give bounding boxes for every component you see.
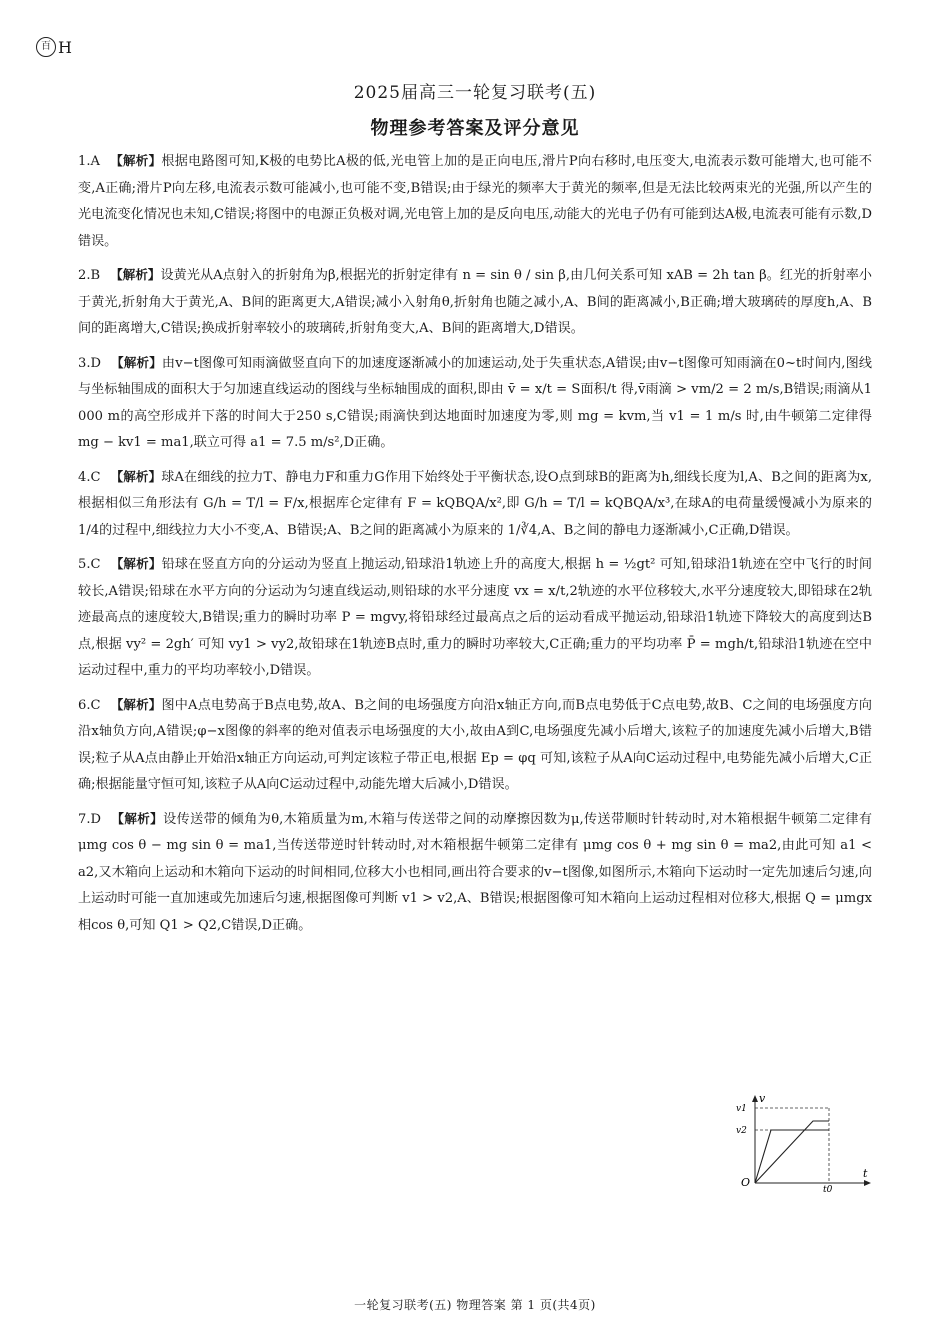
answer-number: 2.B — [78, 268, 101, 283]
document-subtitle: 物理参考答案及评分意见 — [370, 118, 580, 139]
graph-y-arrow — [752, 1095, 758, 1102]
logo-glyph: 百 — [36, 37, 56, 57]
answer-text: 由v−t图像可知雨滴做竖直向下的加速度逐渐减小的加速运动,处于失重状态,A错误;由v−t图像可知雨滴在0~t时间内,图线与坐标轴围成的面积大于匀加速直线运动的图线与坐标轴围成的面积,即由 v̄ = x/t = S面积/t 得,v̄雨滴 > vm/2 = 2 m/s,B错误;雨滴从1 000 m的高空形成并下落的时间大于250 s,C错误;雨滴快到达地面时加速度为零,则 mg = kvm,当 v1 = 1 m/s 时,由牛顿第二定律得 mg − kv1 = ma1,联立可得 a1 = 7.5 m/s²,D正确。 — [78, 355, 872, 450]
analysis-tag: 【解析】 — [110, 468, 162, 484]
v2-label: v2 — [736, 1126, 747, 1136]
answer-number: 1.A — [78, 154, 100, 169]
analysis-tag: 【解析】 — [111, 354, 162, 370]
answer-text: 铅球在竖直方向的分运动为竖直上抛运动,铅球沿1轨迹上升的高度大,根据 h = ½gt² 可知,铅球沿1轨迹在空中飞行的时间较长,A错误;铅球在水平方向的分运动为匀速直线运动,则铅球的水平分速度 vx = x/t,2轨迹的水平位移较大,水平分速度较大,即铅球在2轨迹最高点的速度较大,B错误;重力的瞬时功率 P = mgvy,将铅球经过最高点之后的运动看成平抛运动,铅球沿1轨迹下降较大的高度到达B点,根据 vy² = 2gh′ 可知 vy1 > vy2,故铅球在1轨迹B点时,重力的瞬时功率较大,C正确;重力的平均功率 P̄ = mgh/t,铅球沿1轨迹在空中运动过程中,重力的平均功率较小,D错误。 — [78, 557, 872, 678]
answer-item-6 — [78, 692, 872, 799]
answer-number: 5.C — [78, 557, 101, 572]
answer-text: 根据电路图可知,K极的电势比A极的低,光电管上加的是正向电压,滑片P向右移时,电压变大,电流表示数可能增大,也可能不变,A正确;滑片P向左移,电流表示数可能减小,也可能不变,B错误;由于绿光的频率大于黄光的频率,但是无法比较两束光的光强,所以产生的光电流变化情况也未知,C错误;将图中的电源正负极对调,光电管上加的是反向电压,动能大的光电子仍有可能到达A极,电流表可能有示数,D错误。 — [78, 154, 872, 249]
answer-item-4 — [78, 464, 872, 545]
answer-text: 图中A点电势高于B点电势,故A、B之间的电场强度方向沿x轴正方向,而B点电势低于C点电势,故B、C之间的电场强度方向沿x轴负方向,A错误;φ−x图像的斜率的绝对值表示电场强度的大小,故由A到C,电场强度先减小后增大,该粒子的加速度先减小后增大,B错误;粒子从A点由静止开始沿x轴正方向运动,可判定该粒子带正电,根据 Ep = φq 可知,该粒子从A向C运动过程中,电势能先减小后增大,C正确;根据能量守恒可知,该粒子从A向C运动过程中,动能先增大后减小,D错误。 — [78, 697, 872, 792]
curve-down — [755, 1130, 829, 1183]
answer-text: 设传送带的倾角为θ,木箱质量为m,木箱与传送带之间的动摩擦因数为μ,传送带顺时针转动时,对木箱根据牛顿第二定律有 μmg cos θ − mg sin θ = ma1,当传送带逆时针转动时,对木箱根据牛顿第二定律有 μmg cos θ + mg sin θ = ma2,由此可知 a1 < a2,又木箱向上运动和木箱向下运动的时间相同,位移大小也相同,画出符合要求的v−t图像,如图所示,木箱向下运动时一定先加速后匀速,向上运动时可能一直加速或先加速后匀速,根据图像可判断 v1 > v2,A、B错误;根据图像可知木箱向上运动过程相对位移大,根据 Q = μmgx相cos θ,可知 Q1 > Q2,C错误,D正确。 — [78, 811, 872, 933]
answer-list — [78, 148, 872, 946]
analysis-tag: 【解析】 — [111, 810, 164, 826]
answer-item-7 — [78, 806, 872, 940]
analysis-tag: 【解析】 — [110, 556, 162, 571]
answer-number: 7.D — [78, 811, 101, 827]
exam-title: 2025届高三一轮复习联考(五) — [353, 83, 597, 103]
page-footer: 一轮复习联考(五) 物理答案 第 1 页(共4页) — [354, 1298, 596, 1312]
answer-number: 6.C — [78, 697, 101, 713]
axis-y-label: v — [759, 1093, 766, 1105]
answer-text: 球A在细线的拉力T、静电力F和重力G作用下始终处于平衡状态,设O点到球B的距离为h,细线长度为l,A、B之间的距离为x,根据相似三角形法有 G/h = T/l = F/x,根据库仑定律有 F = kQBQA/x²,即 G/h = T/l = kQBQA/x³,在球A的电荷量缓慢减小为原来的1/4的过程中,细线拉力大小不变,A、B错误;A、B之间的距离减小为原来的 1/∛4,A、B之间的静电力逐渐减小,C正确,D错误。 — [78, 469, 872, 538]
answer-item-2 — [78, 262, 872, 343]
vt-graph — [733, 1093, 873, 1193]
answer-number: 3.D — [78, 355, 101, 371]
logo-letter: H — [58, 37, 72, 57]
answer-item-3 — [78, 350, 872, 457]
graph-x-arrow — [864, 1180, 871, 1186]
answer-text: 设黄光从A点射入的折射角为β,根据光的折射定律有 n = sin θ / sin β,由几何关系可知 xAB = 2h tan β。红光的折射率小于黄光,折射角大于黄光,A、B间的距离更大,A错误;减小入射角θ,折射角也随之减小,A、B间的距离减小,B正确;增大玻璃砖的厚度h,A、B间的距离增大,C错误;换成折射率较小的玻璃砖,折射角变大,A、B间的距离增大,D错误。 — [78, 268, 872, 336]
origin-label: O — [741, 1176, 751, 1189]
analysis-tag: 【解析】 — [109, 153, 162, 168]
axis-x-label: t — [863, 1167, 868, 1180]
answer-item-1 — [78, 148, 872, 255]
analysis-tag: 【解析】 — [110, 696, 162, 712]
v1-label: v1 — [736, 1104, 747, 1114]
answer-number: 4.C — [78, 469, 101, 485]
analysis-tag: 【解析】 — [110, 267, 161, 282]
t0-label: t0 — [823, 1185, 833, 1193]
answer-item-5 — [78, 551, 872, 685]
publisher-logo — [36, 37, 72, 57]
